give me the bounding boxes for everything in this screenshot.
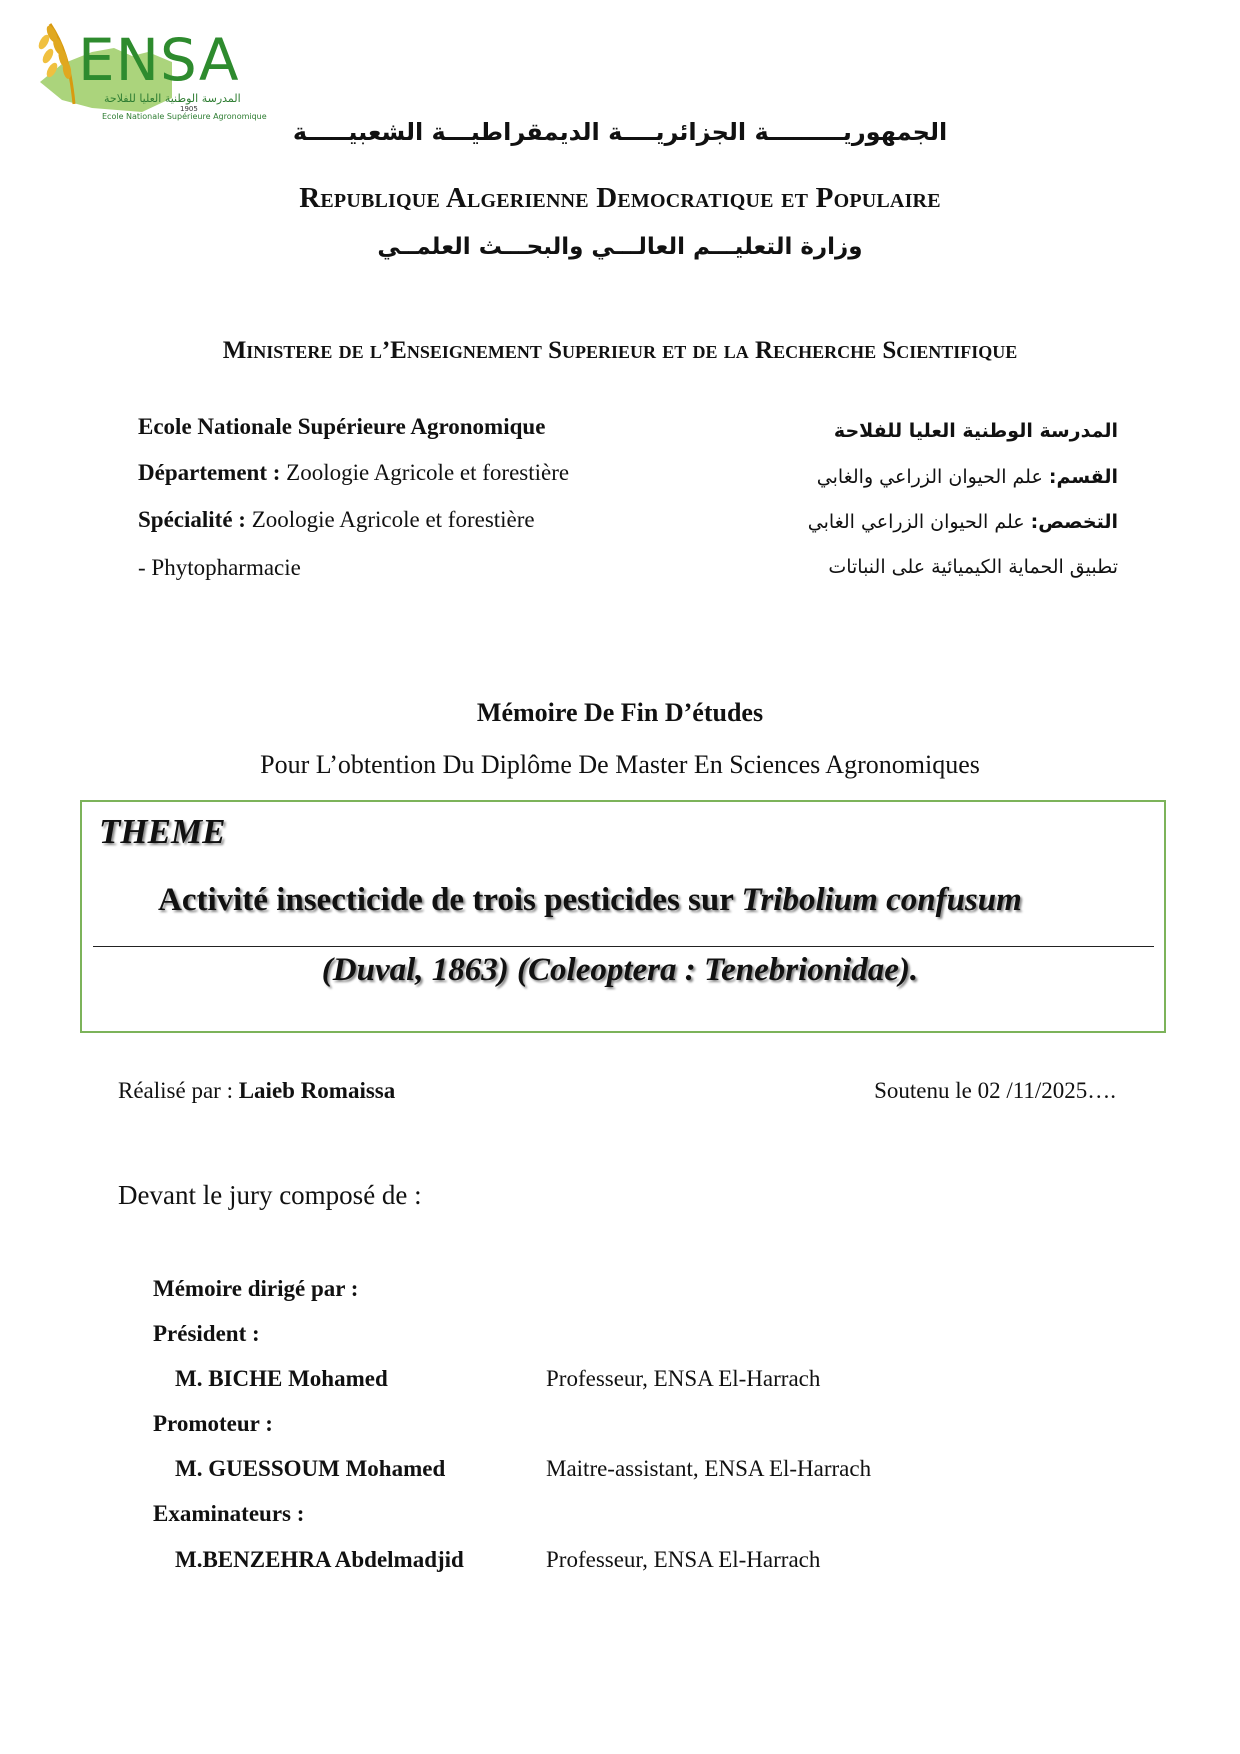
defense-date: Soutenu le 02 /11/2025….	[874, 1078, 1116, 1103]
promoteur-role: Maitre-assistant, ENSA El-Harrach	[546, 1456, 872, 1481]
examinateurs-label: Examinateurs :	[153, 1501, 305, 1526]
directed-by-label: Mémoire dirigé par :	[153, 1276, 359, 1301]
memoire-title: Mémoire De Fin D’études	[476, 698, 764, 727]
school-name-ar: المدرسة الوطنية العليا للفلاحة	[833, 420, 1118, 442]
promoteur-label: Promoteur :	[153, 1411, 273, 1436]
department-value-ar: علم الحيوان الزراعي والغابي	[816, 466, 1049, 488]
department-label-ar: القسم:	[1048, 466, 1118, 488]
author-label: Réalisé par :	[118, 1078, 239, 1103]
president-role: Professeur, ENSA El-Harrach	[546, 1366, 821, 1391]
speciality-ar	[808, 511, 1118, 533]
logo-year: 1905	[180, 105, 198, 113]
ensa-logo-graphic	[22, 12, 272, 124]
logo-arabic-name: المدرسة الوطنية العليا للفلاحة	[104, 92, 241, 105]
republic-arabic: الجمهوريـــــــــة الجزائريــــة الديمقراطيـــة الشعبيـــــة	[292, 118, 948, 146]
theme-title-line1	[158, 882, 1022, 919]
ministry-arabic: وزارة التعليـــم العالـــي والبحـــث العلمــي	[377, 234, 863, 260]
theme-species: Tribolium confusum	[741, 882, 1022, 918]
theme-title-prefix: Activité insecticide de trois pesticides sur	[158, 882, 742, 918]
school-name-fr: Ecole Nationale Supérieure Agronomique	[138, 414, 546, 439]
memoire-subtitle: Pour L’obtention Du Diplôme De Master En Sciences Agronomiques	[260, 750, 980, 779]
jury-intro: Devant le jury composé de :	[118, 1180, 422, 1210]
department-fr	[138, 460, 569, 486]
examinateur-role: Professeur, ENSA El-Harrach	[546, 1547, 821, 1572]
logo-wordmark: ENSA	[78, 26, 240, 94]
department-value-fr: Zoologie Agricole et forestière	[280, 460, 570, 485]
speciality-continuation-ar: تطبيق الحماية الكيميائية على النباتات	[828, 556, 1118, 578]
ministry-french: Ministere de l’Enseignement Superieur et de la Recherche Scientifique	[222, 337, 1018, 364]
speciality-continuation-fr: - Phytopharmacie	[138, 555, 301, 580]
promoteur-name: M. GUESSOUM Mohamed	[175, 1456, 446, 1481]
theme-divider	[93, 946, 1154, 947]
department-ar	[817, 466, 1118, 488]
theme-title-line2: (Duval, 1863) (Coleoptera : Tenebrionidae).	[321, 952, 919, 988]
logo-french-name: Ecole Nationale Supérieure Agronomique	[102, 112, 267, 121]
speciality-label-ar: التخصص:	[1030, 511, 1118, 533]
republic-french: Republique Algerienne Democratique et Populaire	[299, 182, 941, 214]
speciality-fr	[138, 507, 535, 533]
president-name: M. BICHE Mohamed	[175, 1366, 388, 1391]
theme-label: THEME	[99, 812, 226, 851]
department-label-fr: Département :	[138, 460, 281, 485]
author-line	[118, 1078, 395, 1104]
author-name: Laieb Romaissa	[238, 1078, 396, 1103]
speciality-value-fr: Zoologie Agricole et forestière	[245, 507, 535, 532]
ensa-logo	[22, 12, 272, 124]
speciality-label-fr: Spécialité :	[138, 507, 246, 532]
speciality-value-ar: علم الحيوان الزراعي الغابي	[807, 511, 1031, 533]
president-label: Président :	[153, 1321, 260, 1346]
examinateur-name: M.BENZEHRA Abdelmadjid	[175, 1547, 464, 1572]
